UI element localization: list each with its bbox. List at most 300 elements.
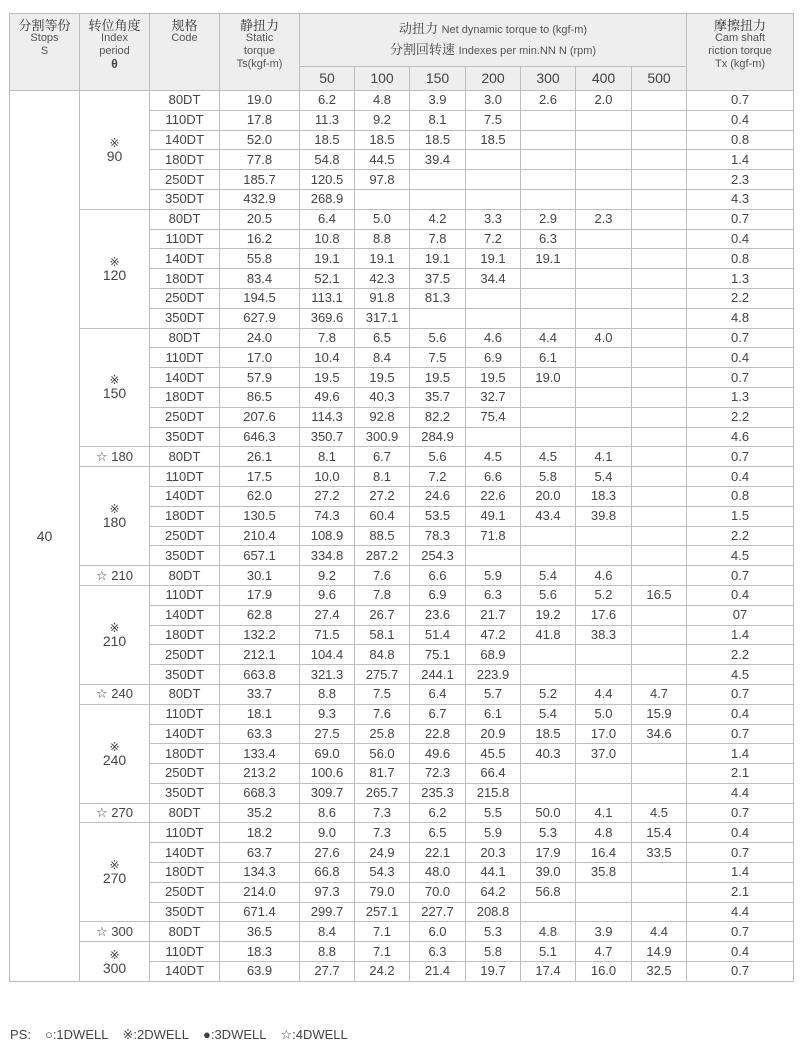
dynamic-torque-cell: 8.6 xyxy=(300,803,355,823)
dynamic-torque-cell: 114.3 xyxy=(300,407,355,427)
dynamic-torque-cell: 18.5 xyxy=(355,130,410,150)
index-period-cell xyxy=(80,585,150,684)
dynamic-torque-cell: 34.6 xyxy=(632,724,687,744)
dynamic-torque-cell: 7.6 xyxy=(355,704,410,724)
friction-torque-cell: 2.2 xyxy=(687,526,794,546)
dynamic-torque-cell: 18.5 xyxy=(300,130,355,150)
dynamic-torque-cell: 9.2 xyxy=(355,110,410,130)
dynamic-torque-cell xyxy=(632,447,687,467)
angle-value: 240 xyxy=(111,686,133,702)
dynamic-torque-cell: 19.5 xyxy=(300,368,355,388)
static-torque-cell: 132.2 xyxy=(220,625,300,645)
dynamic-torque-cell: 284.9 xyxy=(410,427,466,447)
dynamic-torque-cell: 66.8 xyxy=(300,863,355,883)
dynamic-torque-cell: 223.9 xyxy=(466,665,521,685)
code-cell: 80DT xyxy=(150,566,220,586)
dynamic-torque-cell: 6.4 xyxy=(300,209,355,229)
friction-torque-cell: 0.4 xyxy=(687,229,794,249)
dynamic-torque-cell xyxy=(466,427,521,447)
code-cell: 140DT xyxy=(150,605,220,625)
index-period-cell xyxy=(80,209,150,328)
code-cell: 110DT xyxy=(150,823,220,843)
dynamic-torque-cell: 100.6 xyxy=(300,764,355,784)
static-torque-cell: 24.0 xyxy=(220,328,300,348)
dynamic-torque-cell: 5.7 xyxy=(466,684,521,704)
dynamic-torque-cell xyxy=(632,665,687,685)
dynamic-torque-cell: 6.1 xyxy=(521,348,576,368)
dynamic-torque-cell: 4.7 xyxy=(632,684,687,704)
friction-torque-cell: 1.3 xyxy=(687,269,794,289)
dynamic-torque-cell: 4.5 xyxy=(521,447,576,467)
static-torque-cell: 17.8 xyxy=(220,110,300,130)
dynamic-torque-cell: 257.1 xyxy=(355,902,410,922)
dynamic-torque-cell: 5.8 xyxy=(466,942,521,962)
code-cell: 180DT xyxy=(150,863,220,883)
friction-torque-cell: 2.3 xyxy=(687,170,794,190)
dynamic-torque-cell: 38.3 xyxy=(576,625,632,645)
table-row xyxy=(10,803,794,823)
static-torque-cell: 646.3 xyxy=(220,427,300,447)
star-mark-icon: ☆ xyxy=(96,923,108,939)
dynamic-torque-cell xyxy=(632,150,687,170)
table-row xyxy=(10,823,794,843)
dynamic-torque-cell xyxy=(521,427,576,447)
dynamic-torque-cell: 5.3 xyxy=(521,823,576,843)
static-torque-cell: 52.0 xyxy=(220,130,300,150)
dynamic-torque-cell: 60.4 xyxy=(355,506,410,526)
code-cell: 250DT xyxy=(150,764,220,784)
dynamic-torque-cell: 81.3 xyxy=(410,288,466,308)
static-torque-cell: 207.6 xyxy=(220,407,300,427)
dynamic-torque-cell: 5.6 xyxy=(521,585,576,605)
friction-torque-cell: 0.7 xyxy=(687,803,794,823)
static-torque-cell: 36.5 xyxy=(220,922,300,942)
code-cell: 180DT xyxy=(150,150,220,170)
dynamic-torque-cell: 5.2 xyxy=(521,684,576,704)
dynamic-torque-cell xyxy=(521,526,576,546)
friction-torque-cell: 0.7 xyxy=(687,684,794,704)
dynamic-torque-cell xyxy=(576,170,632,190)
header-friction-torque: 摩擦扭力 Cam shaft riction torque Tx (kgf-m) xyxy=(687,14,794,91)
table-body xyxy=(10,91,794,982)
code-cell: 110DT xyxy=(150,467,220,487)
dynamic-torque-cell xyxy=(521,783,576,803)
dynamic-torque-cell: 208.8 xyxy=(466,902,521,922)
static-torque-cell: 213.2 xyxy=(220,764,300,784)
dynamic-torque-cell xyxy=(576,902,632,922)
dynamic-torque-cell: 37.5 xyxy=(410,269,466,289)
angle-value: 150 xyxy=(102,385,127,402)
dynamic-torque-cell: 7.3 xyxy=(355,803,410,823)
table-row xyxy=(10,447,794,467)
dynamic-torque-cell: 56.8 xyxy=(521,882,576,902)
dynamic-torque-cell: 11.3 xyxy=(300,110,355,130)
static-torque-cell: 30.1 xyxy=(220,566,300,586)
dynamic-torque-cell: 16.5 xyxy=(632,585,687,605)
static-torque-cell: 210.4 xyxy=(220,526,300,546)
dynamic-torque-cell xyxy=(632,110,687,130)
dynamic-torque-cell xyxy=(632,229,687,249)
dynamic-torque-cell xyxy=(410,189,466,209)
friction-torque-cell: 4.5 xyxy=(687,665,794,685)
dynamic-torque-cell: 3.9 xyxy=(576,922,632,942)
dynamic-torque-cell xyxy=(521,170,576,190)
dynamic-torque-cell: 27.6 xyxy=(300,843,355,863)
index-period-cell xyxy=(80,467,150,566)
dynamic-torque-cell: 7.5 xyxy=(410,348,466,368)
dynamic-torque-cell: 6.7 xyxy=(355,447,410,467)
static-torque-cell: 194.5 xyxy=(220,288,300,308)
code-cell: 250DT xyxy=(150,882,220,902)
dynamic-torque-cell xyxy=(632,605,687,625)
dynamic-torque-cell: 16.0 xyxy=(576,962,632,982)
dynamic-torque-cell: 2.9 xyxy=(521,209,576,229)
dynamic-torque-cell: 4.1 xyxy=(576,447,632,467)
table-row xyxy=(10,566,794,586)
friction-torque-cell: 1.5 xyxy=(687,506,794,526)
dynamic-torque-cell: 20.9 xyxy=(466,724,521,744)
dynamic-torque-cell: 6.2 xyxy=(300,91,355,111)
dynamic-torque-cell: 2.6 xyxy=(521,91,576,111)
dynamic-torque-cell: 4.2 xyxy=(410,209,466,229)
dynamic-torque-cell: 24.2 xyxy=(355,962,410,982)
static-torque-cell: 627.9 xyxy=(220,308,300,328)
static-torque-cell: 657.1 xyxy=(220,546,300,566)
header-index-period: 转位角度 Index period θ xyxy=(80,14,150,91)
dynamic-torque-cell: 18.5 xyxy=(521,724,576,744)
dynamic-torque-cell: 235.3 xyxy=(410,783,466,803)
dynamic-torque-cell xyxy=(632,744,687,764)
friction-torque-cell: 0.4 xyxy=(687,110,794,130)
dynamic-torque-cell: 19.1 xyxy=(410,249,466,269)
code-cell: 180DT xyxy=(150,625,220,645)
dynamic-torque-cell xyxy=(576,764,632,784)
dynamic-torque-cell: 92.8 xyxy=(355,407,410,427)
code-cell: 80DT xyxy=(150,684,220,704)
table-row xyxy=(10,585,794,605)
dynamic-torque-cell: 6.5 xyxy=(355,328,410,348)
code-cell: 350DT xyxy=(150,783,220,803)
dynamic-torque-cell: 2.3 xyxy=(576,209,632,229)
angle-value: 240 xyxy=(102,751,127,768)
dynamic-torque-cell xyxy=(632,288,687,308)
dynamic-torque-cell: 39.0 xyxy=(521,863,576,883)
friction-torque-cell: 0.7 xyxy=(687,566,794,586)
dynamic-torque-cell xyxy=(632,566,687,586)
dynamic-torque-cell: 41.8 xyxy=(521,625,576,645)
code-cell: 110DT xyxy=(150,942,220,962)
dynamic-torque-cell: 52.1 xyxy=(300,269,355,289)
dynamic-torque-cell: 5.1 xyxy=(521,942,576,962)
dynamic-torque-cell: 5.8 xyxy=(521,467,576,487)
dynamic-torque-cell: 97.8 xyxy=(355,170,410,190)
dynamic-torque-cell: 5.6 xyxy=(410,447,466,467)
dynamic-torque-cell: 19.1 xyxy=(466,249,521,269)
dynamic-torque-cell: 27.4 xyxy=(300,605,355,625)
dynamic-torque-cell: 19.5 xyxy=(355,368,410,388)
code-cell: 350DT xyxy=(150,902,220,922)
index-period-cell xyxy=(80,684,150,704)
legend-item: ※:2DWELL xyxy=(122,1027,189,1042)
dynamic-torque-cell: 4.5 xyxy=(632,803,687,823)
dynamic-torque-cell xyxy=(521,902,576,922)
dynamic-torque-cell xyxy=(632,170,687,190)
code-cell: 140DT xyxy=(150,724,220,744)
dynamic-torque-cell xyxy=(576,546,632,566)
dynamic-torque-cell: 27.7 xyxy=(300,962,355,982)
dynamic-torque-cell xyxy=(632,863,687,883)
static-torque-cell: 57.9 xyxy=(220,368,300,388)
friction-torque-cell: 2.1 xyxy=(687,764,794,784)
dynamic-torque-cell: 6.3 xyxy=(521,229,576,249)
dynamic-torque-cell: 17.6 xyxy=(576,605,632,625)
dynamic-torque-cell: 71.8 xyxy=(466,526,521,546)
dynamic-torque-cell: 4.8 xyxy=(576,823,632,843)
dynamic-torque-cell: 6.6 xyxy=(466,467,521,487)
static-torque-cell: 62.0 xyxy=(220,486,300,506)
code-cell: 110DT xyxy=(150,585,220,605)
code-cell: 350DT xyxy=(150,427,220,447)
dynamic-torque-cell xyxy=(632,209,687,229)
dynamic-torque-cell xyxy=(632,882,687,902)
friction-torque-cell: 0.7 xyxy=(687,368,794,388)
friction-torque-cell: 1.4 xyxy=(687,150,794,170)
index-period-cell xyxy=(80,922,150,942)
friction-torque-cell: 0.7 xyxy=(687,724,794,744)
dynamic-torque-cell: 5.9 xyxy=(466,823,521,843)
dynamic-torque-cell: 51.4 xyxy=(410,625,466,645)
dynamic-torque-cell: 9.3 xyxy=(300,704,355,724)
dynamic-torque-cell: 17.9 xyxy=(521,843,576,863)
dynamic-torque-cell: 104.4 xyxy=(300,645,355,665)
dynamic-torque-cell xyxy=(521,764,576,784)
dynamic-torque-cell: 75.1 xyxy=(410,645,466,665)
dynamic-torque-cell: 287.2 xyxy=(355,546,410,566)
static-torque-cell: 663.8 xyxy=(220,665,300,685)
code-cell: 80DT xyxy=(150,91,220,111)
dynamic-torque-cell xyxy=(466,170,521,190)
dynamic-torque-cell: 4.5 xyxy=(466,447,521,467)
dynamic-torque-cell: 6.1 xyxy=(466,704,521,724)
dynamic-torque-cell: 2.0 xyxy=(576,91,632,111)
static-torque-cell: 17.9 xyxy=(220,585,300,605)
dynamic-torque-cell: 33.5 xyxy=(632,843,687,863)
code-cell: 110DT xyxy=(150,348,220,368)
dynamic-torque-cell: 7.2 xyxy=(410,467,466,487)
dynamic-torque-cell: 19.2 xyxy=(521,605,576,625)
header-rpm: 500 xyxy=(632,67,687,91)
dynamic-torque-cell: 66.4 xyxy=(466,764,521,784)
dynamic-torque-cell xyxy=(632,625,687,645)
friction-torque-cell: 1.3 xyxy=(687,387,794,407)
dynamic-torque-cell: 19.5 xyxy=(410,368,466,388)
dynamic-torque-cell: 254.3 xyxy=(410,546,466,566)
static-torque-cell: 86.5 xyxy=(220,387,300,407)
dynamic-torque-cell: 84.8 xyxy=(355,645,410,665)
static-torque-cell: 18.2 xyxy=(220,823,300,843)
code-cell: 80DT xyxy=(150,447,220,467)
code-cell: 110DT xyxy=(150,229,220,249)
static-torque-cell: 130.5 xyxy=(220,506,300,526)
dynamic-torque-cell: 17.4 xyxy=(521,962,576,982)
dynamic-torque-cell: 317.1 xyxy=(355,308,410,328)
dynamic-torque-cell xyxy=(466,546,521,566)
star-mark-icon: ☆ xyxy=(96,805,108,821)
dynamic-torque-cell: 27.2 xyxy=(300,486,355,506)
dynamic-torque-cell: 265.7 xyxy=(355,783,410,803)
code-cell: 140DT xyxy=(150,249,220,269)
code-cell: 140DT xyxy=(150,130,220,150)
static-torque-cell: 432.9 xyxy=(220,189,300,209)
code-cell: 80DT xyxy=(150,803,220,823)
static-torque-cell: 35.2 xyxy=(220,803,300,823)
friction-torque-cell: 0.4 xyxy=(687,585,794,605)
dynamic-torque-cell: 7.5 xyxy=(355,684,410,704)
code-cell: 350DT xyxy=(150,308,220,328)
friction-torque-cell: 07 xyxy=(687,605,794,625)
dynamic-torque-cell: 23.6 xyxy=(410,605,466,625)
dynamic-torque-cell: 74.3 xyxy=(300,506,355,526)
friction-torque-cell: 0.7 xyxy=(687,962,794,982)
dynamic-torque-cell xyxy=(521,269,576,289)
dynamic-torque-cell xyxy=(632,427,687,447)
dynamic-torque-cell: 39.4 xyxy=(410,150,466,170)
dynamic-torque-cell: 40.3 xyxy=(521,744,576,764)
dynamic-torque-cell xyxy=(576,130,632,150)
dynamic-torque-cell: 6.6 xyxy=(410,566,466,586)
friction-torque-cell: 0.4 xyxy=(687,467,794,487)
asterisk-mark-icon: ※ xyxy=(109,502,120,517)
dynamic-torque-cell xyxy=(632,467,687,487)
friction-torque-cell: 0.7 xyxy=(687,843,794,863)
dynamic-torque-cell: 4.4 xyxy=(576,684,632,704)
friction-torque-cell: 0.4 xyxy=(687,823,794,843)
dynamic-torque-cell: 37.0 xyxy=(576,744,632,764)
dynamic-torque-cell: 82.2 xyxy=(410,407,466,427)
dynamic-torque-cell: 22.1 xyxy=(410,843,466,863)
dynamic-torque-cell: 8.4 xyxy=(300,922,355,942)
dynamic-torque-cell: 8.1 xyxy=(300,447,355,467)
dynamic-torque-cell: 4.6 xyxy=(466,328,521,348)
static-torque-cell: 19.0 xyxy=(220,91,300,111)
static-torque-cell: 63.9 xyxy=(220,962,300,982)
legend-item: ☆:4DWELL xyxy=(280,1027,348,1042)
dynamic-torque-cell xyxy=(632,387,687,407)
dynamic-torque-cell: 48.0 xyxy=(410,863,466,883)
dynamic-torque-cell: 10.0 xyxy=(300,467,355,487)
code-cell: 110DT xyxy=(150,110,220,130)
dynamic-torque-cell xyxy=(632,506,687,526)
dynamic-torque-cell: 6.9 xyxy=(466,348,521,368)
dynamic-torque-cell: 6.9 xyxy=(410,585,466,605)
header-rpm: 200 xyxy=(466,67,521,91)
code-cell: 80DT xyxy=(150,328,220,348)
friction-torque-cell: 0.8 xyxy=(687,130,794,150)
dynamic-torque-cell: 78.3 xyxy=(410,526,466,546)
dynamic-torque-cell: 5.0 xyxy=(355,209,410,229)
dynamic-torque-cell: 7.8 xyxy=(410,229,466,249)
dynamic-torque-cell: 16.4 xyxy=(576,843,632,863)
dynamic-torque-cell: 34.4 xyxy=(466,269,521,289)
dynamic-torque-cell: 17.0 xyxy=(576,724,632,744)
header-rpm: 400 xyxy=(576,67,632,91)
star-mark-icon: ☆ xyxy=(96,448,108,464)
dynamic-torque-cell: 69.0 xyxy=(300,744,355,764)
dynamic-torque-cell: 27.5 xyxy=(300,724,355,744)
dynamic-torque-cell: 43.4 xyxy=(521,506,576,526)
dynamic-torque-cell: 35.8 xyxy=(576,863,632,883)
code-cell: 350DT xyxy=(150,665,220,685)
dynamic-torque-cell: 7.8 xyxy=(355,585,410,605)
dynamic-torque-cell: 70.0 xyxy=(410,882,466,902)
friction-torque-cell: 1.4 xyxy=(687,863,794,883)
dynamic-torque-cell: 3.0 xyxy=(466,91,521,111)
table-row xyxy=(10,91,794,111)
angle-value: 210 xyxy=(111,567,133,583)
dynamic-torque-cell xyxy=(576,387,632,407)
friction-torque-cell: 4.6 xyxy=(687,427,794,447)
friction-torque-cell: 2.2 xyxy=(687,407,794,427)
dynamic-torque-cell xyxy=(521,110,576,130)
dynamic-torque-cell: 5.0 xyxy=(576,704,632,724)
friction-torque-cell: 0.7 xyxy=(687,91,794,111)
dynamic-torque-cell xyxy=(521,407,576,427)
dynamic-torque-cell: 49.1 xyxy=(466,506,521,526)
header-code: 规格 Code xyxy=(150,14,220,91)
dynamic-torque-cell: 49.6 xyxy=(410,744,466,764)
asterisk-mark-icon: ※ xyxy=(109,373,120,388)
friction-torque-cell: 0.7 xyxy=(687,922,794,942)
code-cell: 80DT xyxy=(150,209,220,229)
header-static-torque: 静扭力 Static torque Ts(kgf-m) xyxy=(220,14,300,91)
code-cell: 180DT xyxy=(150,506,220,526)
dynamic-torque-cell: 35.7 xyxy=(410,387,466,407)
dynamic-torque-cell: 54.8 xyxy=(300,150,355,170)
friction-torque-cell: 4.3 xyxy=(687,189,794,209)
dynamic-torque-cell: 6.3 xyxy=(410,942,466,962)
dynamic-torque-cell xyxy=(521,387,576,407)
dynamic-torque-cell: 49.6 xyxy=(300,387,355,407)
static-torque-cell: 212.1 xyxy=(220,645,300,665)
dynamic-torque-cell: 97.3 xyxy=(300,882,355,902)
dynamic-torque-cell: 9.2 xyxy=(300,566,355,586)
static-torque-cell: 17.0 xyxy=(220,348,300,368)
dynamic-torque-cell: 5.4 xyxy=(521,704,576,724)
table-row xyxy=(10,704,794,724)
table-row xyxy=(10,922,794,942)
dynamic-torque-cell: 71.5 xyxy=(300,625,355,645)
dynamic-torque-cell xyxy=(576,229,632,249)
dynamic-torque-cell: 18.5 xyxy=(410,130,466,150)
static-torque-cell: 214.0 xyxy=(220,882,300,902)
dynamic-torque-cell: 350.7 xyxy=(300,427,355,447)
dynamic-torque-cell: 8.8 xyxy=(355,229,410,249)
dynamic-torque-cell: 81.7 xyxy=(355,764,410,784)
friction-torque-cell: 0.4 xyxy=(687,348,794,368)
static-torque-cell: 33.7 xyxy=(220,684,300,704)
dynamic-torque-cell xyxy=(521,130,576,150)
dynamic-torque-cell: 321.3 xyxy=(300,665,355,685)
dynamic-torque-cell: 32.7 xyxy=(466,387,521,407)
friction-torque-cell: 4.8 xyxy=(687,308,794,328)
torque-spec-table xyxy=(9,13,794,982)
static-torque-cell: 63.3 xyxy=(220,724,300,744)
dynamic-torque-cell: 58.1 xyxy=(355,625,410,645)
friction-torque-cell: 4.4 xyxy=(687,902,794,922)
dynamic-torque-cell: 5.6 xyxy=(410,328,466,348)
stops-cell: 40 xyxy=(10,91,80,982)
dynamic-torque-cell: 7.1 xyxy=(355,942,410,962)
